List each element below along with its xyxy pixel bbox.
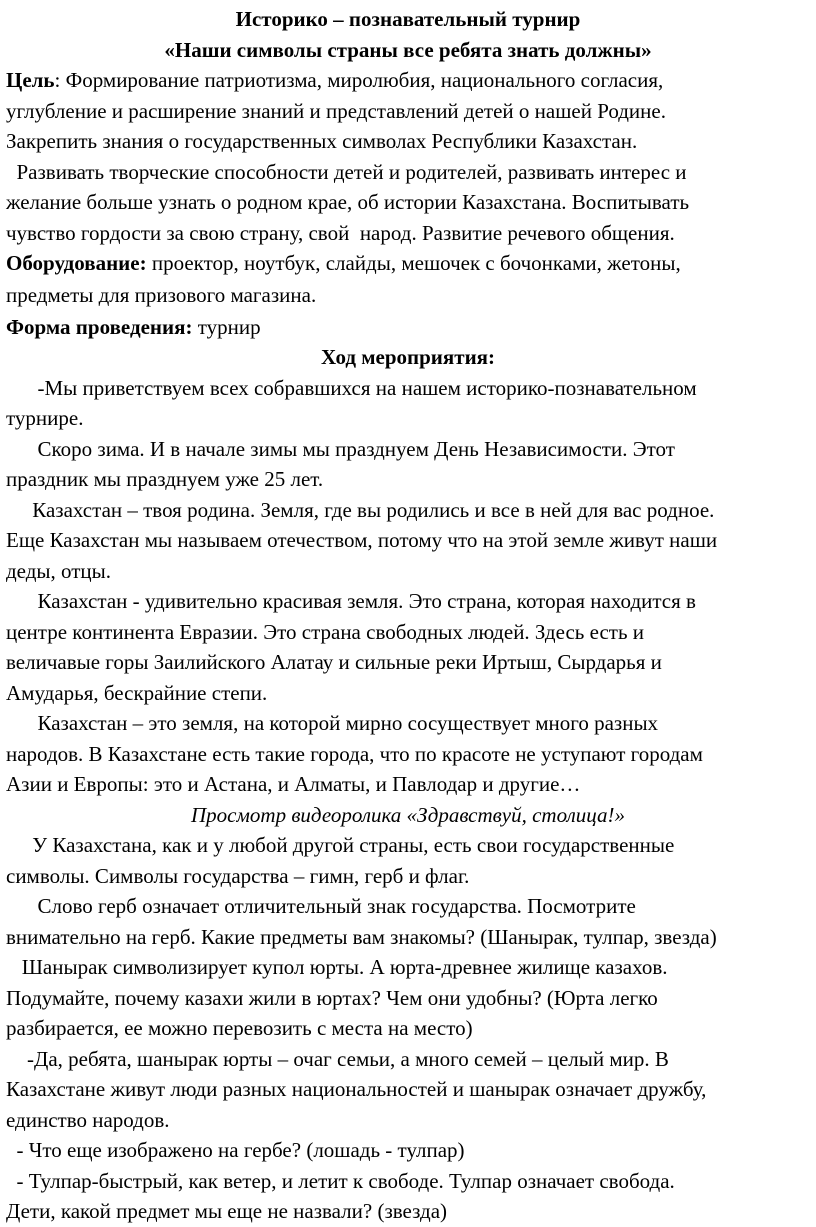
document-subtitle: «Наши символы страны все ребята знать должны» <box>164 37 652 62</box>
paragraph-line: единство народов. <box>6 1107 170 1132</box>
paragraph-line: символы. Символы государства – гимн, герб и флаг. <box>6 863 470 888</box>
paragraph-line: Амударья, бескрайние степи. <box>6 680 268 705</box>
paragraph-line: народов. В Казахстане есть такие города, что по красоте не уступают городам <box>6 741 703 766</box>
form-label: Форма проведения: <box>6 314 193 339</box>
goal-line: чувство гордости за свою страну, свой народ. Развитие речевого общения. <box>6 220 675 245</box>
paragraph-line: Казахстан – твоя родина. Земля, где вы родились и все в ней для вас родное. <box>6 497 715 522</box>
goal-label: Цель <box>6 68 55 92</box>
video-note: Просмотр видеоролика «Здравствуй, столица!» <box>191 802 625 827</box>
paragraph-line: Скоро зима. И в начале зимы мы празднуем День Независимости. Этот <box>6 436 675 461</box>
paragraph-line: Шанырак символизирует купол юрты. А юрта-древнее жилище казахов. <box>6 955 668 979</box>
paragraph-line: величавые горы Заилийского Алатау и сильные реки Иртыш, Сырдарья и <box>6 650 662 674</box>
goal-line: Развивать творческие способности детей и родителей, развивать интерес и <box>6 159 687 184</box>
goal-line <box>6 65 810 96</box>
paragraph-line: Слово герб означает отличительный знак государства. Посмотрите <box>6 894 636 918</box>
paragraph-line: праздник мы празднуем уже 25 лет. <box>6 467 324 491</box>
paragraph-line: - Тулпар-быстрый, как ветер, и летит к свободе. Тулпар означает свобода. <box>6 1168 675 1193</box>
form-line <box>6 312 810 343</box>
equipment-text: проектор, ноутбук, слайды, мешочек с бочонками, жетоны, <box>146 251 681 275</box>
paragraph-line: Казахстан – это земля, на которой мирно сосуществует много разных <box>6 711 659 735</box>
paragraph-line: Казахстан - удивительно красивая земля. Это страна, которая находится в <box>6 589 696 613</box>
equipment-line <box>6 248 810 279</box>
paragraph-line: Дети, какой предмет мы еще не назвали? (звезда) <box>6 1199 448 1223</box>
paragraph-line: -Мы приветствуем всех собравшихся на нашем историко-познавательном <box>6 375 697 400</box>
goal-line: углубление и расширение знаний и представлений детей о нашей Родине. <box>6 98 666 123</box>
paragraph-line: центре континента Евразии. Это страна свободных людей. Здесь есть и <box>6 619 645 644</box>
equipment-label: Оборудование: <box>6 251 147 275</box>
paragraph-line: -Да, ребята, шанырак юрты – очаг семьи, а много семей – целый мир. В <box>6 1046 669 1071</box>
paragraph-line: Казахстане живут люди разных национальностей и шанырак означает дружбу, <box>6 1077 707 1101</box>
goal-text: : Формирование патриотизма, миролюбия, национального согласия, <box>54 68 664 92</box>
equipment-line: предметы для призового магазина. <box>6 282 317 307</box>
paragraph-line: Еще Казахстан мы называем отечеством, потому что на этой земле живут наши <box>6 528 718 552</box>
paragraph-line: турнире. <box>6 406 84 430</box>
form-value: турнир <box>192 314 261 339</box>
progress-heading: Ход мероприятия: <box>320 345 496 369</box>
paragraph-line: внимательно на герб. Какие предметы вам знакомы? (Шанырак, тулпар, звезда) <box>6 924 717 949</box>
paragraph-line: У Казахстана, как и у любой другой страны, есть свои государственные <box>6 833 675 857</box>
paragraph-line: - Что еще изображено на гербе? (лошадь - тулпар) <box>6 1138 465 1162</box>
goal-line: желание больше узнать о родном крае, об истории Казахстана. Воспитывать <box>6 190 690 214</box>
paragraph-line: разбирается, ее можно перевозить с места на место) <box>6 1016 473 1040</box>
paragraph-line: деды, отцы. <box>6 558 112 583</box>
paragraph-line: Азии и Европы: это и Астана, и Алматы, и Павлодар и другие… <box>6 772 581 796</box>
paragraph-line: Подумайте, почему казахи жили в юртах? Чем они удобны? (Юрта легко <box>6 985 658 1010</box>
document-title: Историко – познавательный турнир <box>235 7 581 31</box>
goal-line: Закрепить знания о государственных символах Республики Казахстан. <box>6 129 638 153</box>
